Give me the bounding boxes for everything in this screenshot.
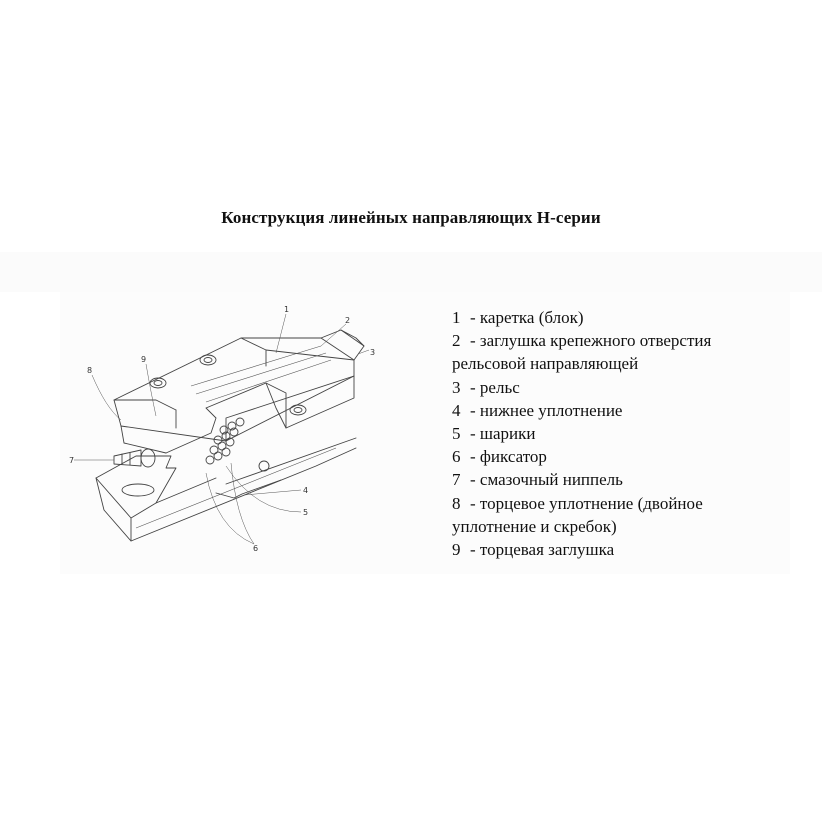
legend-text: - шарики bbox=[470, 424, 536, 444]
callout-label: 4 bbox=[303, 486, 309, 495]
legend-item bbox=[452, 538, 792, 561]
legend-number: 9 bbox=[452, 540, 461, 560]
callout-label: 9 bbox=[141, 355, 147, 364]
legend-text: - рельс bbox=[470, 377, 520, 397]
legend-item bbox=[452, 329, 792, 352]
legend-item-continuation bbox=[452, 352, 792, 375]
legend-item bbox=[452, 376, 792, 399]
legend-text: - торцевая заглушка bbox=[470, 540, 615, 560]
legend-number: 5 bbox=[452, 424, 461, 444]
legend-number: 3 bbox=[452, 377, 461, 397]
legend-item bbox=[452, 399, 792, 422]
legend-text: - фиксатор bbox=[470, 447, 547, 467]
legend-number: 7 bbox=[452, 470, 461, 490]
legend-text: - торцевое уплотнение (двойное bbox=[470, 493, 703, 513]
legend-number: 8 bbox=[452, 493, 461, 513]
legend-item-continuation bbox=[452, 515, 792, 538]
linear-guide-drawing bbox=[66, 298, 386, 570]
rail-drawing bbox=[96, 438, 356, 541]
legend-text: уплотнение и скребок) bbox=[452, 516, 617, 536]
callout-label: 6 bbox=[253, 544, 259, 553]
leader-lines bbox=[74, 314, 369, 544]
legend-item bbox=[452, 306, 792, 329]
parts-legend bbox=[452, 306, 792, 561]
legend-number: 4 bbox=[452, 400, 461, 420]
linear-guide-diagram bbox=[66, 298, 386, 570]
page-title: Конструкция линейных направляющих H-серии bbox=[221, 208, 601, 227]
legend-item bbox=[452, 445, 792, 468]
legend-item bbox=[452, 492, 792, 515]
callout-label: 7 bbox=[69, 456, 75, 465]
callout-label: 5 bbox=[303, 508, 309, 517]
callout-label: 8 bbox=[87, 366, 93, 375]
legend-number: 6 bbox=[452, 447, 461, 467]
callout-label: 1 bbox=[284, 305, 290, 314]
legend-item bbox=[452, 468, 792, 491]
grease-nipple-drawing bbox=[114, 449, 155, 467]
legend-number: 1 bbox=[452, 308, 461, 327]
legend-text: - заглушка крепежного отверстия bbox=[470, 331, 712, 351]
legend-item bbox=[452, 422, 792, 445]
callout-label: 3 bbox=[370, 348, 376, 357]
legend-text: - смазочный ниппель bbox=[470, 470, 623, 490]
callout-label: 2 bbox=[345, 316, 351, 325]
legend-text: рельсовой направляющей bbox=[452, 354, 639, 374]
background-band bbox=[0, 252, 822, 292]
legend-text: - нижнее уплотнение bbox=[470, 400, 623, 420]
legend-text: - каретка (блок) bbox=[470, 308, 584, 327]
legend-number: 2 bbox=[452, 331, 461, 351]
